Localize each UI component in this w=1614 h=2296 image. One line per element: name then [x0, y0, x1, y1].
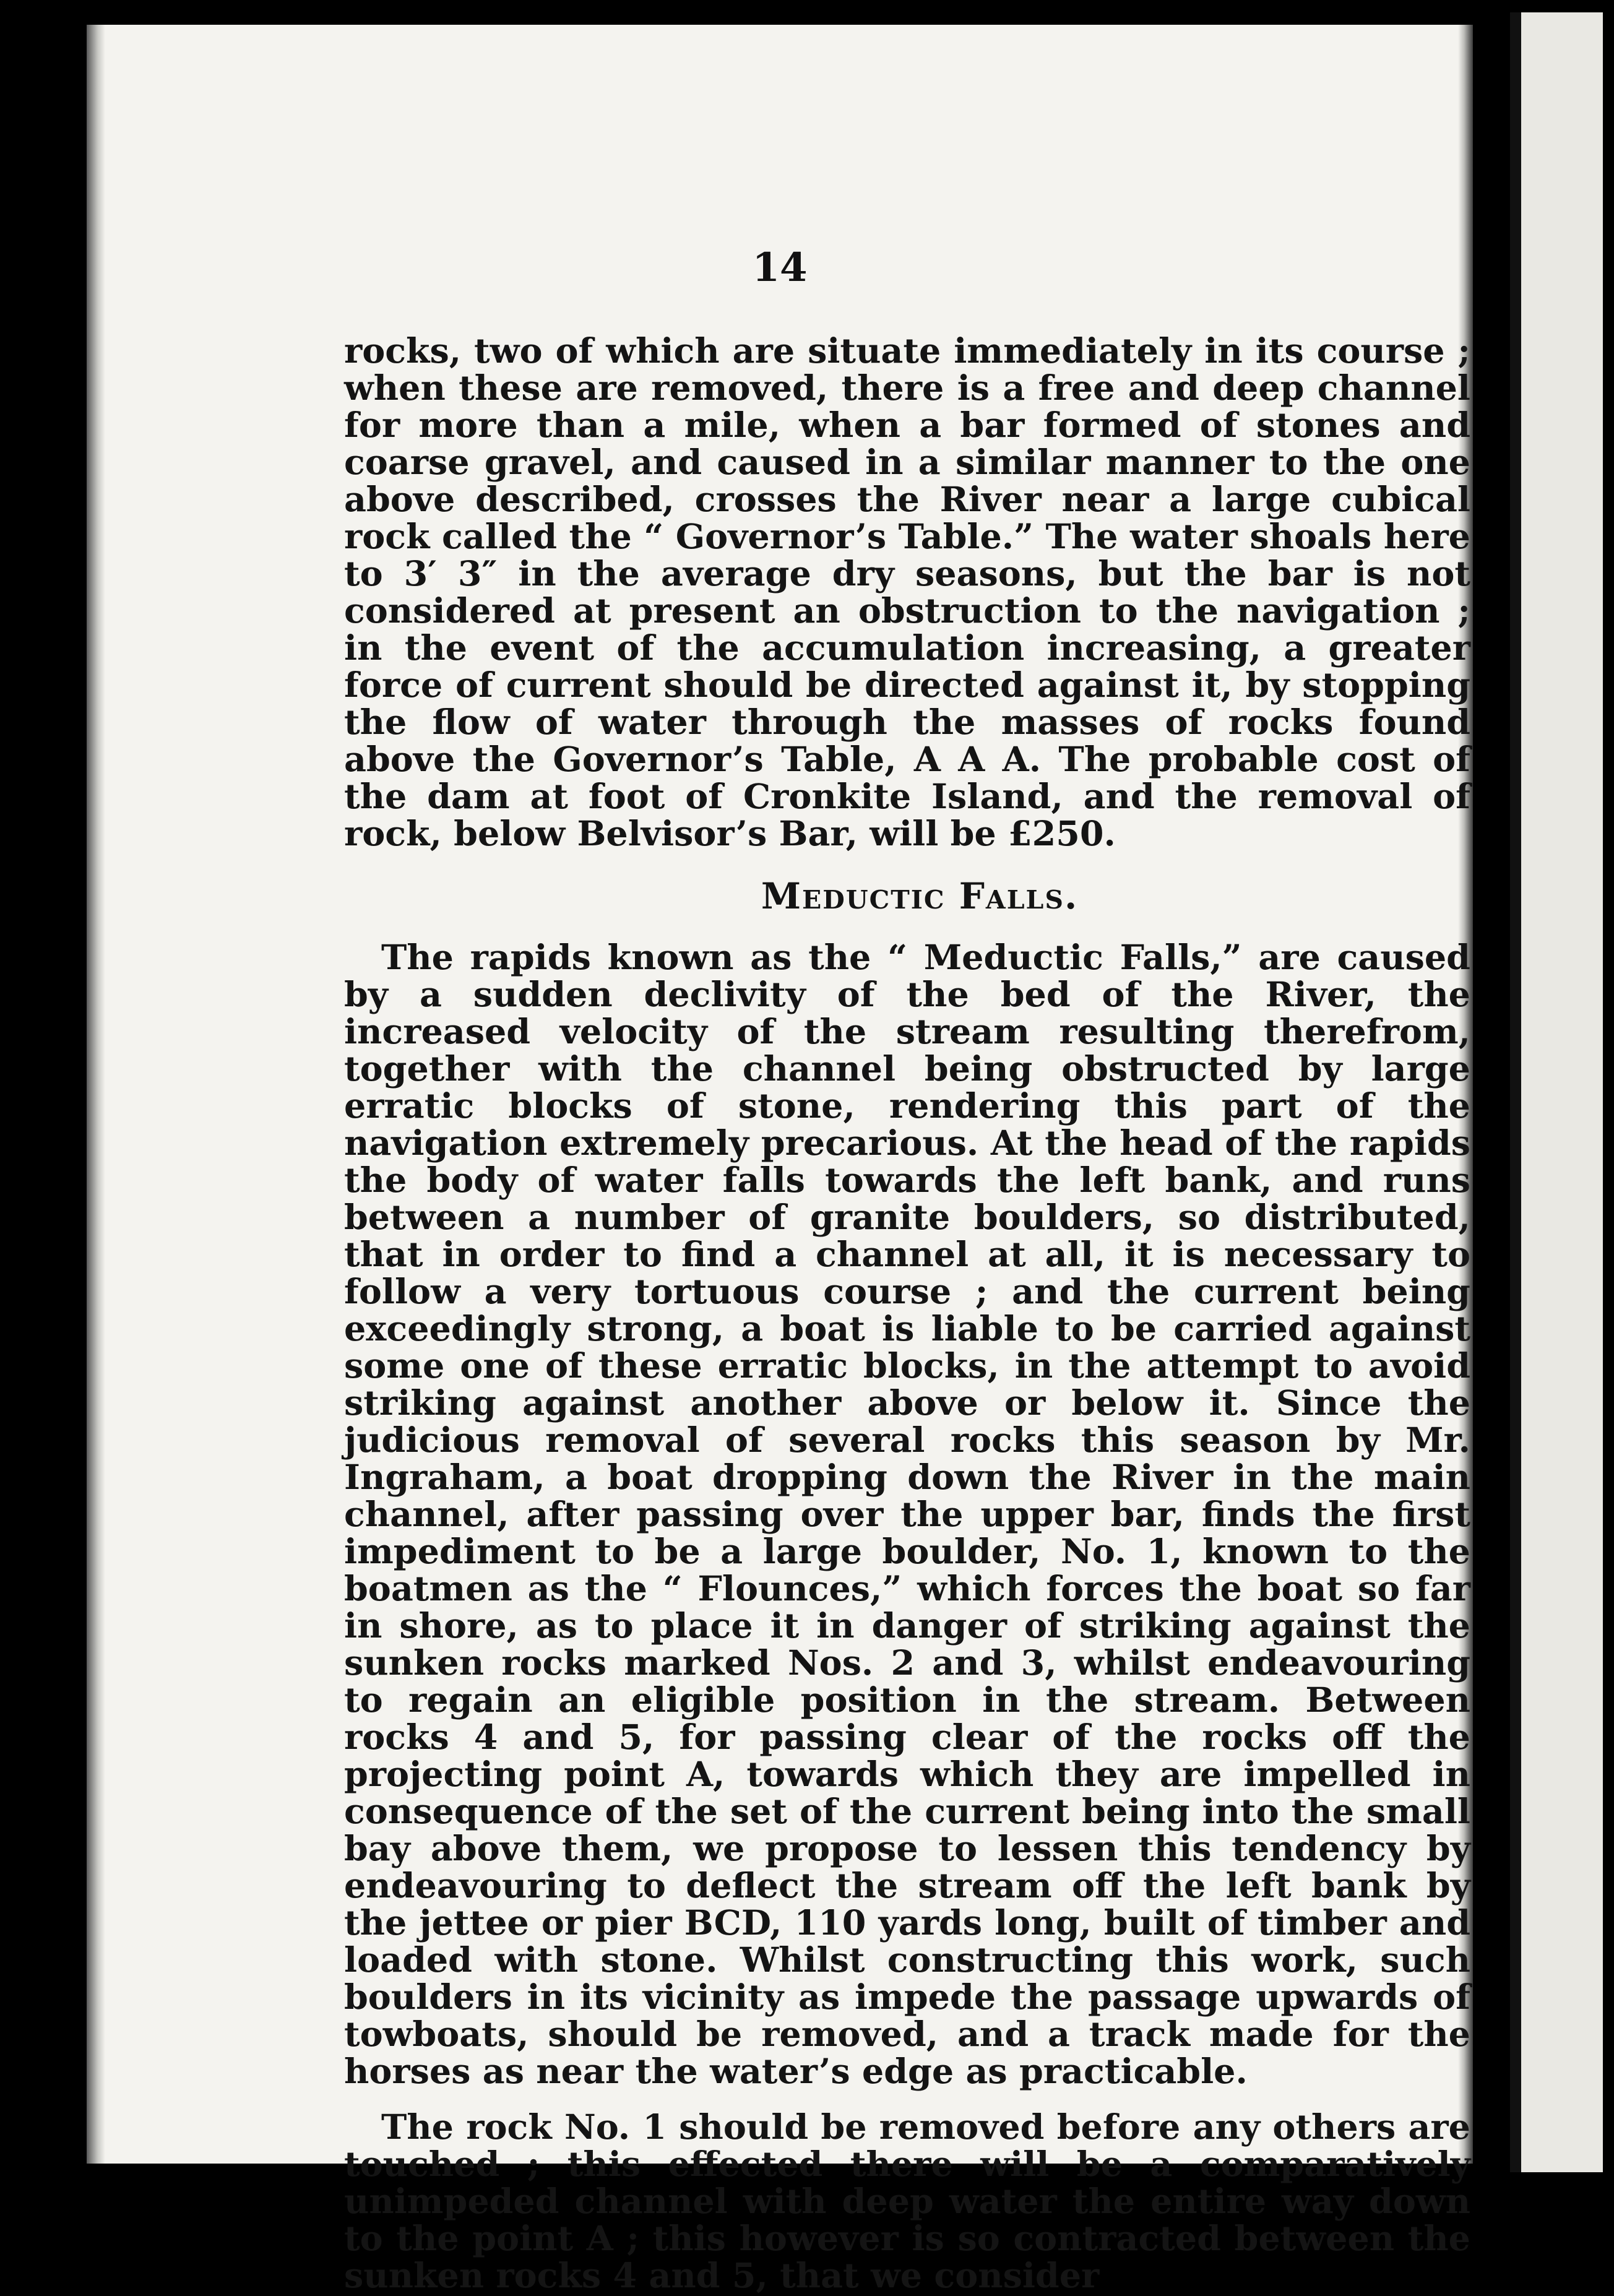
paragraph-meductic-falls: The rapids known as the “ Meductic Falls,” are caused by a sudden declivity of the bed of the River, the increased velocity of the stream resulting therefrom, together with the channel being obstructed by large erratic blocks of stone, rendering this part of the navigation extremely precarious. At the head of the rapids the body of water falls towards the left bank, and runs between a number of granite boulders, so distributed, that in order to find a channel at all, it is necessary to follow a very tortuous course ; and the current being exceedingly strong, a boat is liable to be carried against some one of these erratic blocks, in the attempt to avoid striking against another above or below it. Since the judicious removal of several rocks this season by Mr. Ingraham, a boat dropping down the River in the main channel, after passing over the upper bar, finds the first impediment to be a large boulder, No. 1, known to the boatmen as the “ Flounces,” which forces the boat so far in shore, as to place it in danger of striking against the sunken rocks marked Nos. 2 and 3, whilst endeavouring to regain an eligible position in the stream. Between rocks 4 and 5, for passing clear of the rocks off the projecting point A, towards which they are impelled in consequence of the set of the current being into the small bay above them, we propose to lessen this tendency by endeavouring to deflect the stream off the left bank by the jettee or pier BCD, 110 yards long, built of timber and loaded with stone. Whilst constructing this work, such boulders in its vicinity as impede the passage upwards of towboats, should be removed, and a track made for the horses as near the water’s edge as practicable. — [344, 938, 1470, 2092]
page-number: 14 — [752, 244, 808, 291]
section-heading: Meductic Falls. — [761, 875, 1079, 917]
body-text — [344, 333, 1470, 2295]
paragraph-spacer — [344, 2091, 1470, 2109]
page-left-shadow — [87, 25, 105, 2164]
page-gutter-shadow — [1510, 12, 1521, 2172]
adjacent-page-edge — [1510, 12, 1603, 2172]
paragraph-rock-removal: The rock No. 1 should be removed before any others are touched ; this effected there will be a comparatively unimpeded channel with deep water the entire way down to the point A ; this however is so contracted between the sunken rocks 4 and 5, that we consider — [344, 2107, 1470, 2296]
document-page — [87, 25, 1473, 2296]
paragraph-continuation: rocks, two of which are situate immediately in its course ; when these are removed, there is a free and deep channel for more than a mile, when a bar formed of stones and coarse gravel, and caused in a similar manner to the one above described, crosses the River near a large cubical rock called the “ Governor’s Table.” The water shoals here to 3′ 3″ in the average dry seasons, but the bar is not considered at present an obstruction to the navigation ; in the event of the accumulation increasing, a greater force of current should be directed against it, by stopping the flow of water through the masses of rocks found above the Governor’s Table, A A A. The probable cost of the dam at foot of Cronkite Island, and the removal of rock, below Belvisor’s Bar, will be £250. — [344, 331, 1470, 854]
